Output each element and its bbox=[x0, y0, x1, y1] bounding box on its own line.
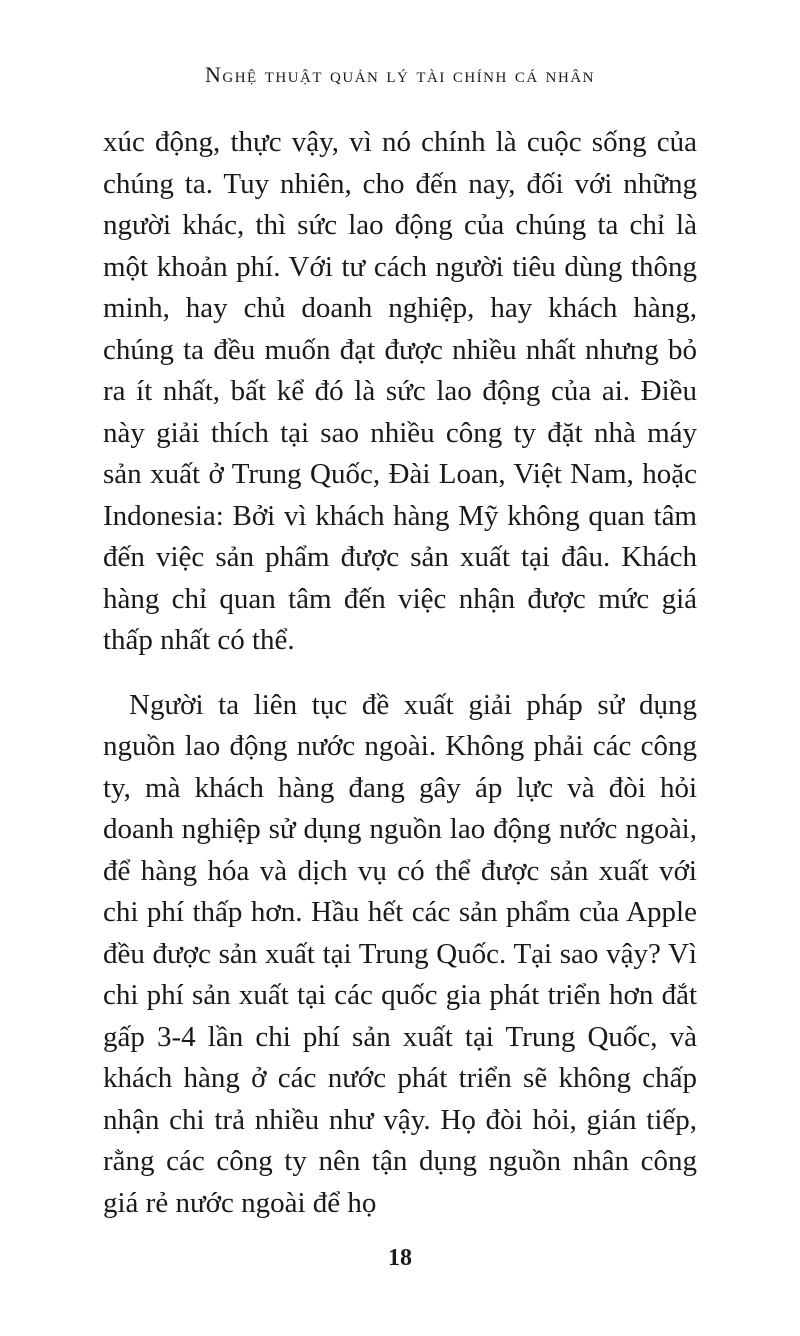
page-number: 18 bbox=[388, 1245, 412, 1271]
running-header-title: Nghệ thuật quản lý tài chính cá nhân bbox=[204, 62, 596, 87]
body-text bbox=[103, 122, 697, 1224]
paragraph-1: xúc động, thực vậy, vì nó chính là cuộc sống của chúng ta. Tuy nhiên, cho đến nay, đối với những người khác, thì sức lao động của chúng ta chỉ là một khoản phí. Với tư cách người tiêu dùng thông minh, hay chủ doanh nghiệp, hay khách hàng, chúng ta đều muốn đạt được nhiều nhất nhưng bỏ ra ít nhất, bất kể đó là sức lao động của ai. Điều này giải thích tại sao nhiều công ty đặt nhà máy sản xuất ở Trung Quốc, Đài Loan, Việt Nam, hoặc Indonesia: Bởi vì khách hàng Mỹ không quan tâm đến việc sản phẩm được sản xuất tại đâu. Khách hàng chỉ quan tâm đến việc nhận được mức giá thấp nhất có thể. bbox=[103, 126, 697, 656]
paragraph-2: Người ta liên tục đề xuất giải pháp sử dụng nguồn lao động nước ngoài. Không phải các công ty, mà khách hàng đang gây áp lực và đòi hỏi doanh nghiệp sử dụng nguồn lao động nước ngoài, để hàng hóa và dịch vụ có thể được sản xuất với chi phí thấp hơn. Hầu hết các sản phẩm của Apple đều được sản xuất tại Trung Quốc. Tại sao vậy? Vì chi phí sản xuất tại các quốc gia phát triển hơn đắt gấp 3-4 lần chi phí sản xuất tại Trung Quốc, và khách hàng ở các nước phát triển sẽ không chấp nhận chi trả nhiều như vậy. Họ đòi hỏi, gián tiếp, rằng các công ty nên tận dụng nguồn nhân công giá rẻ nước ngoài để họ bbox=[103, 688, 697, 1219]
